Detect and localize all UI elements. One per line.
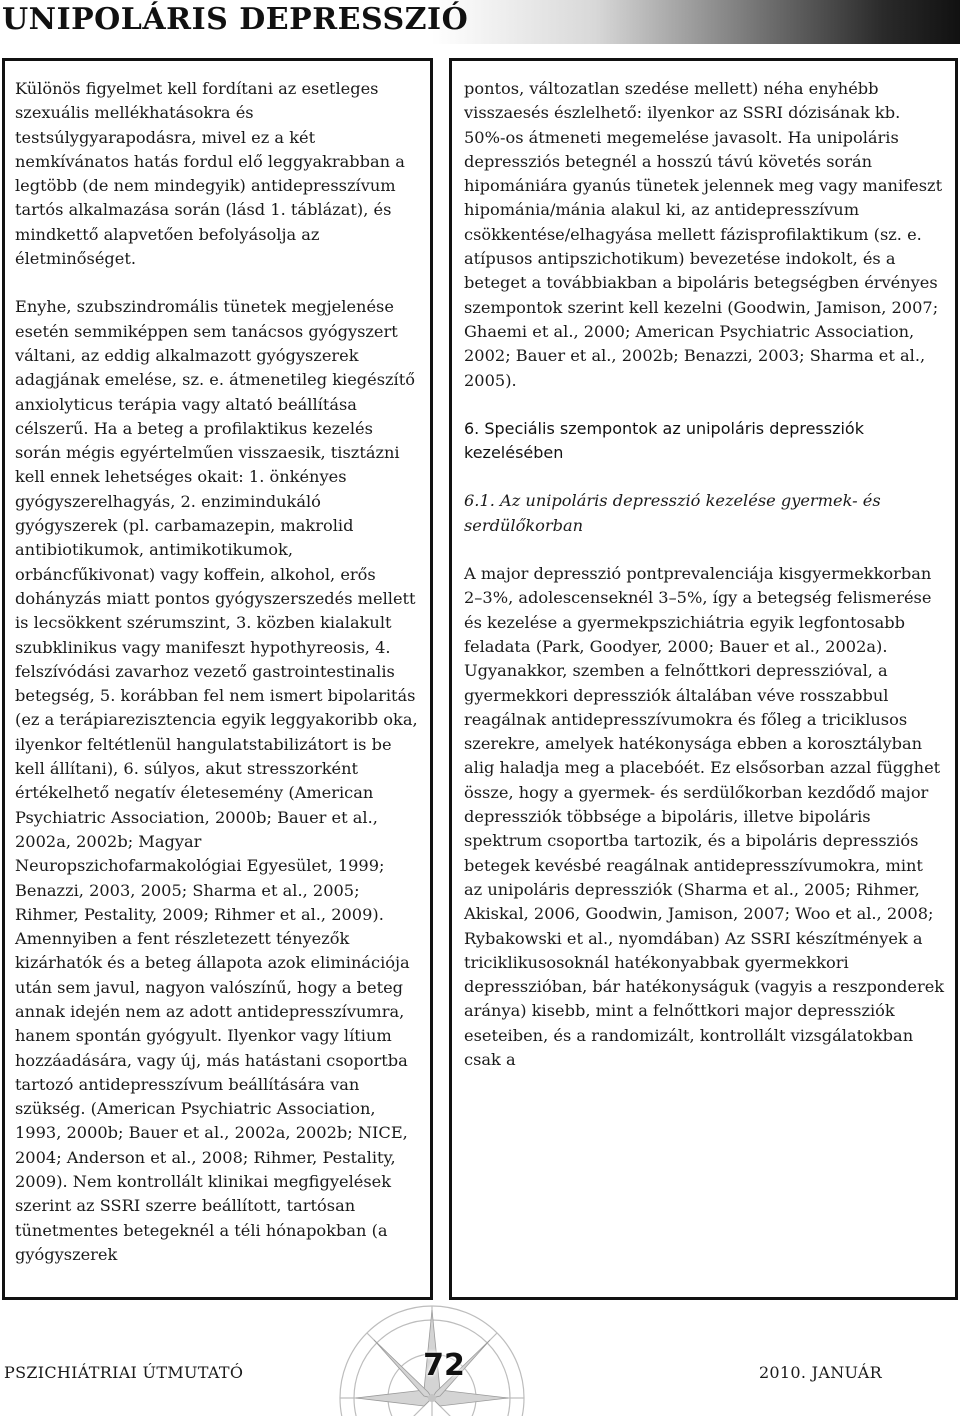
page-number: 72 — [423, 1348, 465, 1383]
footer-journal-title: PSZICHIÁTRIAI ÚTMUTATÓ — [4, 1363, 244, 1382]
left-paragraph-2: Enyhe, szubszindromális tünetek megjelenése esetén semmiképpen sem tanácsos gyógyszert váltani, az eddig alkalmazott gyógyszerek adagjának emelése, sz. e. átmenetileg kiegészítő anxiolyticus terápia vagy altató beállítása célszerű. Ha a beteg a profilaktikus kezelés során mégis egyértelműen visszaesik, tisztázni kell ennek lehetséges okait: 1. önkényes gyógyszerelhagyás, 2. enzimindukáló gyógyszerek (pl. carbamazepin, makrolid antibiotikumok, antimikotikumok, orbáncfűkivonat) vagy koffein, alkohol, erős dohányzás miatt pontos gyógyszerszedés mellett is lecsökkent szérumszint, 3. közben kialakult szubklinikus vagy manifeszt hypothyreosis, 4. felszívódási zavarhoz vezető gastrointestinalis betegség, 5. korábban fel nem ismert bipolaritás (ez a terápiarezisztencia egyik leggyakoribb oka, ilyenkor feltétlenül hangulatstabilizátort is be kell állítani), 6. súlyos, akut stresszorként értékelhető negatív életesemény (American Psychiatric Association, 2000b; Bauer et al., 2002a, 2002b; Magyar Neuropszichofarmakológiai Egyesület, 1999; Benazzi, 2003, 2005; Sharma et al., 2005; Rihmer, Pestality, 2009; Rihmer et al., 2009). Amennyiben a fent részletezett tényezők kizárhatók és a beteg állapota azok eliminációja után sem javul, nagyon valószínű, hogy a beteg annak idején nem az adott antidepresszívumra, hanem spontán gyógyult. Ilyenkor vagy lítium hozzáadására, vagy új, más hatástani csoportba tartozó antidepresszívum beállítására van szükség. (American Psychiatric Association, 1993, 2000b; Bauer et al., 2002a, 2002b; NICE, 2004; Anderson et al., 2008; Rihmer, Pestality, 2009). Nem kontrollált klinikai megfigyelések szerint az SSRI szerre beállított, tartósan tünetmentes betegeknél a téli hónapokban (a gyógyszerek — [15, 297, 418, 1264]
right-paragraph-2: A major depresszió pontprevalenciája kisgyermekkorban 2–3%, adolescenseknél 3–5%, így a betegség felismerése és kezelése a gyermekpszichiátria egyik legfontosabb feladata (Park, Goodyer, 2000; Bauer et al., 2002a). Ugyanakkor, szemben a felnőttkori depresszióval, a gyermekkori depressziók általában véve rosszabbul reagálnak antidepresszívumokra és főleg a triciklusos szerekre, amelyek hatékonysága ebben a korosztályban alig haladja meg a placebóét. Ez elsősorban azzal függhet össze, hogy a gyermek- és serdülőkorban kezdődő major depressziók többsége a bipoláris, illetve bipoláris spektrum csoportba tartozik, és a bipoláris depressziós betegek kevésbé reagálnak antidepresszívumokra, mint az unipoláris depressziók (Sharma et al., 2005; Rihmer, Akiskal, 2006, Goodwin, Jamison, 2007; Woo et al., 2008; Rybakowski et al., nyomdában) Az SSRI készítmények a triciklikusosoknál hatékonyabbak gyermekkori depresszióban, bár hatékonyságuk (vagyis a reszponderek aránya) kisebb, mint a felnőttkori major depressziók eseteiben, és a randomizált, kontrollált vizsgálatokban csak a — [464, 564, 945, 1069]
page-title: UNIPOLÁRIS DEPRESSZIÓ — [2, 2, 469, 37]
subsection-heading: 6.1. Az unipoláris depresszió kezelése gyermek- és serdülőkorban — [464, 491, 881, 535]
left-column — [2, 58, 433, 1300]
footer-date: 2010. JANUÁR — [758, 1363, 882, 1382]
right-column — [449, 58, 958, 1300]
right-paragraph-1: pontos, változatlan szedése mellett) néha enyhébb visszaesés észlelhető: ilyenkor az SSRI dózisának kb. 50%-os átmeneti megemelése javasolt. Ha unipoláris depressziós betegnél a hosszú távú követés során hipomániára gyanús tünetek jelennek meg vagy manifeszt hipománia/mánia alakul ki, az antidepresszívum csökkentése/elhagyása mellett fázisprofilaktikum (sz. e. atípusos antipszichotikum) bevezetése indokolt, és a beteget a továbbiakban a bipoláris betegségben érvényes szempontok szerint kell kezelni (Goodwin, Jamison, 2007; Ghaemi et al., 2000; American Psychiatric Association, 2002; Bauer et al., 2002b; Benazzi, 2003; Sharma et al., 2005). — [464, 79, 943, 390]
left-paragraph-1: Különös figyelmet kell fordítani az esetleges szexuális mellékhatásokra és testsúlygyarapodásra, mivel ez a két nemkívánatos hatás fordul elő leggyakrabban a legtöbb (de nem mindegyik) antidepresszívum tartós alkalmazása során (lásd 1. táblázat), és mindkettő alapvetően befolyásolja az életminőséget. — [15, 79, 405, 269]
section-heading: 6. Speciális szempontok az unipoláris depressziók kezelésében — [464, 418, 864, 463]
